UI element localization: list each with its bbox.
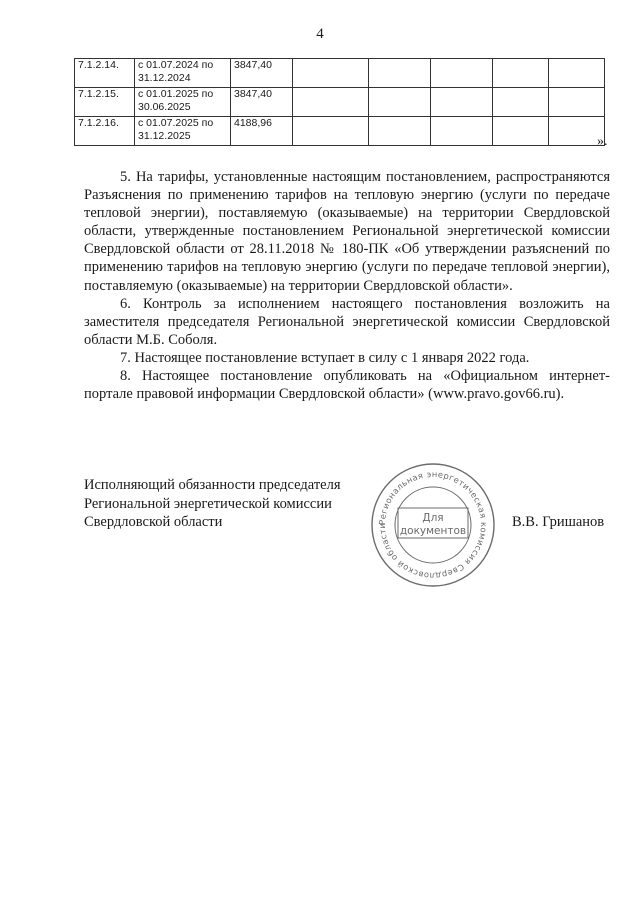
table-row <box>75 59 605 88</box>
closing-quote: ». <box>597 134 608 149</box>
row-value: 4188,96 <box>231 117 293 146</box>
empty-cell <box>431 59 493 88</box>
page-number: 4 <box>316 26 324 42</box>
svg-text:Региональная энергетическая ко: Региональная энергетическая комиссия Свердловской области <box>376 468 490 582</box>
paragraph-6: 6. Контроль за исполнением настоящего постановления возложить на заместителя председателя Региональной энергетической комиссии Свердловской области М.Б. Соболя. <box>84 295 610 348</box>
svg-text:Для: Для <box>422 512 444 524</box>
empty-cell <box>369 88 431 117</box>
empty-cell <box>369 59 431 88</box>
empty-cell <box>369 117 431 146</box>
row-code: 7.1.2.14. <box>75 59 135 88</box>
document-body <box>84 168 610 403</box>
signatory-title: Исполняющий обязанности председателя Региональной энергетической комиссии Свердловской области <box>84 477 341 530</box>
stamp-icon <box>368 460 498 590</box>
row-value: 3847,40 <box>231 88 293 117</box>
svg-text:документов: документов <box>399 525 467 537</box>
tariff-table <box>74 58 605 146</box>
signatory-name: В.В. Гришанов <box>512 514 605 530</box>
row-period: с 01.07.2025 по 31.12.2025 <box>135 117 231 146</box>
paragraph-8: 8. Настоящее постановление опубликовать на «Официальном интернет-портале правовой информации Свердловской области» (www.pravo.gov66.ru). <box>84 368 610 403</box>
row-period: с 01.01.2025 по 30.06.2025 <box>135 88 231 117</box>
row-code: 7.1.2.16. <box>75 117 135 146</box>
empty-cell <box>293 88 369 117</box>
row-period: с 01.07.2024 по 31.12.2024 <box>135 59 231 88</box>
table-row <box>75 88 605 117</box>
row-value: 3847,40 <box>231 59 293 88</box>
empty-cell <box>293 59 369 88</box>
official-stamp <box>368 460 498 590</box>
empty-cell <box>493 59 549 88</box>
empty-cell <box>549 88 605 117</box>
empty-cell <box>293 117 369 146</box>
paragraph-7: 7. Настоящее постановление вступает в силу с 1 января 2022 года. <box>120 349 530 366</box>
paragraph-5: 5. На тарифы, установленные настоящим постановлением, распространяются Разъяснения по применению тарифов на тепловую энергию (услуги по передаче тепловой энергии), поставляемую (оказываемые) на территории Свердловской области, утвержденные постановлением Региональной энергетической комиссии Свердловской области от 28.11.2018 № 180-ПК «Об утверждении разъяснений по применению тарифов на тепловую энергию (услуги по передаче тепловой энергии), поставляемую (оказываемые) на территории Свердловской области». <box>84 169 610 294</box>
row-code: 7.1.2.15. <box>75 88 135 117</box>
empty-cell <box>431 88 493 117</box>
table-row <box>75 117 605 146</box>
empty-cell <box>549 59 605 88</box>
empty-cell <box>431 117 493 146</box>
empty-cell <box>493 88 549 117</box>
empty-cell <box>493 117 549 146</box>
